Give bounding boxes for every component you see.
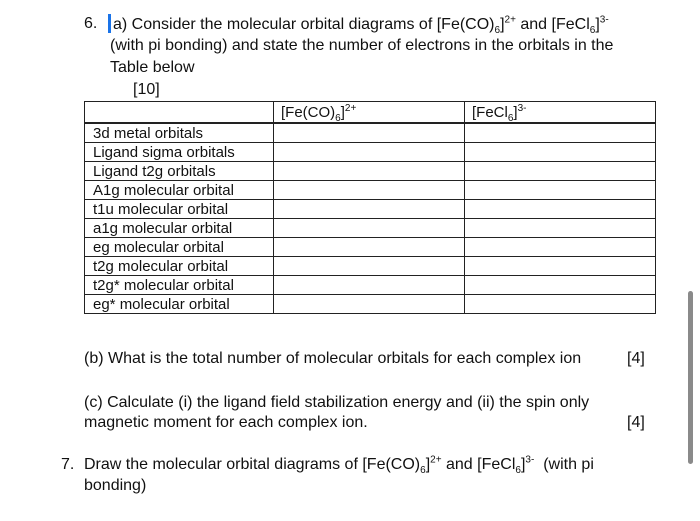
table-row	[85, 123, 656, 143]
row-label: a1g molecular orbital	[85, 219, 274, 238]
answer-cell-fecl6[interactable]	[465, 295, 656, 314]
table-header-fe-co6: $[Fe(CO)_6]^{2+}$	[274, 102, 465, 124]
answer-cell-fecl6[interactable]	[465, 219, 656, 238]
row-label: Ligand t2g orbitals	[85, 162, 274, 181]
complex-fe-co6-formula: $[Fe(CO)_6]^{2+}$	[436, 14, 516, 37]
question-7-line-1: Draw the molecular orbital diagrams of $[Fe(CO)_6]^{2+}$ and [FeCl$_6$]$^{3-}$ (with pi	[84, 454, 594, 477]
answer-cell-fecl6[interactable]	[465, 257, 656, 276]
question-6b-text: (b) What is the total number of molecular orbitals for each complex ion	[84, 350, 582, 367]
question-6c-line-2: magnetic moment for each complex ion.	[84, 414, 368, 431]
row-label: A1g molecular orbital	[85, 181, 274, 200]
text-cursor	[108, 14, 111, 33]
complex-fe-co6-formula: $[Fe(CO)_6]^{2+}$	[362, 454, 442, 477]
table-row	[85, 143, 656, 162]
answer-cell-fe-co6[interactable]	[274, 295, 465, 314]
question-6c-line-1: (c) Calculate (i) the ligand field stabilization energy and (ii) the spin only	[84, 394, 590, 411]
answer-cell-fe-co6[interactable]	[274, 276, 465, 295]
row-label: 3d metal orbitals	[85, 123, 274, 143]
answer-cell-fe-co6[interactable]	[274, 257, 465, 276]
table-row	[85, 200, 656, 219]
answer-cell-fe-co6[interactable]	[274, 181, 465, 200]
row-label: t1u molecular orbital	[85, 200, 274, 219]
table-row	[85, 181, 656, 200]
complex-fecl6-formula: [FeCl$_6$]$^{3-}$	[477, 454, 535, 477]
question-6a-marks: [10]	[133, 81, 160, 98]
question-6a-line-1	[102, 14, 609, 35]
question-6-number: 6.	[84, 15, 98, 32]
answer-cell-fecl6[interactable]	[465, 143, 656, 162]
row-label: eg* molecular orbital	[85, 295, 274, 314]
answer-cell-fecl6[interactable]	[465, 123, 656, 143]
table-row	[85, 162, 656, 181]
row-label: t2g* molecular orbital	[85, 276, 274, 295]
answer-cell-fe-co6[interactable]	[274, 143, 465, 162]
question-6a-line-3: Table below	[110, 59, 195, 76]
table-row	[85, 238, 656, 257]
row-label: eg molecular orbital	[85, 238, 274, 257]
question-6c-marks: [4]	[627, 414, 645, 431]
question-6b-marks: [4]	[627, 350, 645, 367]
table-row	[85, 276, 656, 295]
answer-cell-fecl6[interactable]	[465, 238, 656, 257]
row-label: t2g molecular orbital	[85, 257, 274, 276]
answer-cell-fe-co6[interactable]	[274, 219, 465, 238]
answer-cell-fe-co6[interactable]	[274, 162, 465, 181]
answer-cell-fecl6[interactable]	[465, 200, 656, 219]
table-row	[85, 219, 656, 238]
table-header-row	[85, 102, 656, 124]
table-header-blank	[85, 102, 274, 124]
answer-cell-fe-co6[interactable]	[274, 238, 465, 257]
vertical-scrollbar-thumb[interactable]	[688, 291, 693, 464]
question-7-number: 7.	[61, 456, 75, 473]
orbital-electron-table	[84, 101, 656, 314]
question-6a-line-2: (with pi bonding) and state the number of electrons in the orbitals in the	[110, 37, 614, 54]
answer-cell-fe-co6[interactable]	[274, 200, 465, 219]
table-header-fecl6: [FeCl$_6$]$^{3-}$	[465, 102, 656, 124]
table-row	[85, 257, 656, 276]
q6a-and: and	[520, 16, 548, 33]
answer-cell-fecl6[interactable]	[465, 181, 656, 200]
answer-cell-fecl6[interactable]	[465, 162, 656, 181]
answer-cell-fe-co6[interactable]	[274, 123, 465, 143]
row-label: Ligand sigma orbitals	[85, 143, 274, 162]
complex-fecl6-formula: [FeCl$_6$]$^{3-}$	[551, 14, 609, 37]
table-row	[85, 295, 656, 314]
question-7-line-2: bonding)	[84, 477, 147, 494]
answer-cell-fecl6[interactable]	[465, 276, 656, 295]
q6a-label: a) Consider the molecular orbital diagrams of	[113, 16, 433, 33]
